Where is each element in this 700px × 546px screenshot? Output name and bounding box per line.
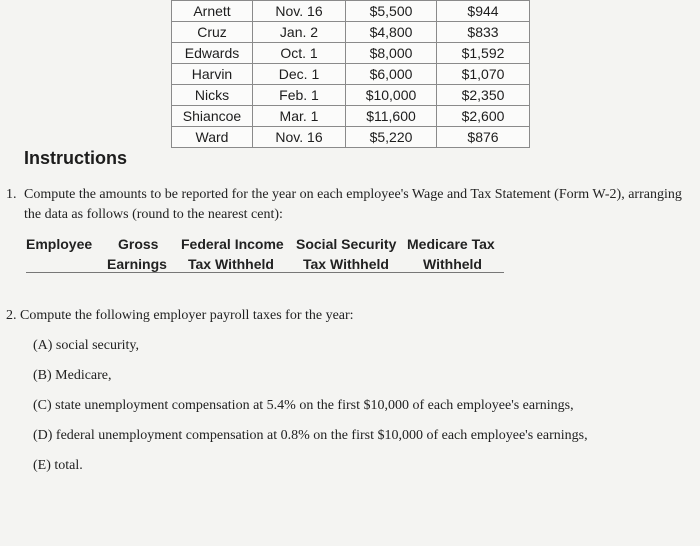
q2-item-a: (A) social security, bbox=[33, 338, 139, 353]
column-gross-line1: Gross bbox=[118, 236, 159, 252]
column-gross-line2: Earnings bbox=[107, 256, 167, 272]
date-cell: Jan. 2 bbox=[253, 22, 346, 43]
earnings-cell: $5,500 bbox=[346, 1, 437, 22]
earnings-cell: $4,800 bbox=[346, 22, 437, 43]
earnings-cell: $6,000 bbox=[346, 64, 437, 85]
employee-name-cell: Cruz bbox=[172, 22, 253, 43]
employee-name-cell: Arnett bbox=[172, 1, 253, 22]
earnings-cell: $5,220 bbox=[346, 127, 437, 148]
date-cell: Nov. 16 bbox=[253, 127, 346, 148]
tax-cell: $944 bbox=[437, 1, 530, 22]
tax-cell: $1,070 bbox=[437, 64, 530, 85]
instructions-heading: Instructions bbox=[24, 148, 128, 168]
date-cell: Feb. 1 bbox=[253, 85, 346, 106]
employee-data-table bbox=[171, 0, 530, 148]
table-row bbox=[172, 85, 530, 106]
employee-name-cell: Shiancoe bbox=[172, 106, 253, 127]
tax-cell: $876 bbox=[437, 127, 530, 148]
date-cell: Mar. 1 bbox=[253, 106, 346, 127]
tax-cell: $2,350 bbox=[437, 85, 530, 106]
column-ss-line1: Social Security bbox=[296, 236, 397, 252]
tax-cell: $833 bbox=[437, 22, 530, 43]
column-fit-line1: Federal Income bbox=[181, 236, 284, 252]
earnings-cell: $11,600 bbox=[346, 106, 437, 127]
table-row bbox=[172, 22, 530, 43]
header-underline bbox=[26, 272, 504, 273]
date-cell: Nov. 16 bbox=[253, 1, 346, 22]
employee-name-cell: Edwards bbox=[172, 43, 253, 64]
question-1-number: 1. bbox=[6, 187, 17, 202]
earnings-cell: $8,000 bbox=[346, 43, 437, 64]
table-row bbox=[172, 1, 530, 22]
employee-name-cell: Harvin bbox=[172, 64, 253, 85]
table-row bbox=[172, 43, 530, 64]
date-cell: Dec. 1 bbox=[253, 64, 346, 85]
tax-cell: $2,600 bbox=[437, 106, 530, 127]
employee-name-cell: Ward bbox=[172, 127, 253, 148]
q2-item-e: (E) total. bbox=[33, 458, 83, 473]
w2-column-headers bbox=[26, 236, 506, 274]
column-employee: Employee bbox=[26, 236, 93, 252]
q2-item-b: (B) Medicare, bbox=[33, 368, 112, 383]
question-1-text: Compute the amounts to be reported for the year on each employee's Wage and Tax Statement (Form W-2), arranging the data as follows (round to the nearest cent): bbox=[24, 187, 682, 222]
column-fit-line2: Tax Withheld bbox=[188, 256, 274, 272]
employee-name-cell: Nicks bbox=[172, 85, 253, 106]
column-medicare-line2: Withheld bbox=[423, 256, 482, 272]
column-ss-line2: Tax Withheld bbox=[303, 256, 389, 272]
table-row bbox=[172, 106, 530, 127]
q2-item-c: (C) state unemployment compensation at 5.4% on the first $10,000 of each employee's earnings, bbox=[33, 398, 574, 413]
q2-item-d: (D) federal unemployment compensation at 0.8% on the first $10,000 of each employee's earnings, bbox=[33, 428, 588, 443]
table-row bbox=[172, 64, 530, 85]
column-medicare-line1: Medicare Tax bbox=[407, 236, 495, 252]
table-row bbox=[172, 127, 530, 148]
question-2-text: 2. Compute the following employer payroll taxes for the year: bbox=[6, 308, 354, 323]
date-cell: Oct. 1 bbox=[253, 43, 346, 64]
earnings-cell: $10,000 bbox=[346, 85, 437, 106]
tax-cell: $1,592 bbox=[437, 43, 530, 64]
